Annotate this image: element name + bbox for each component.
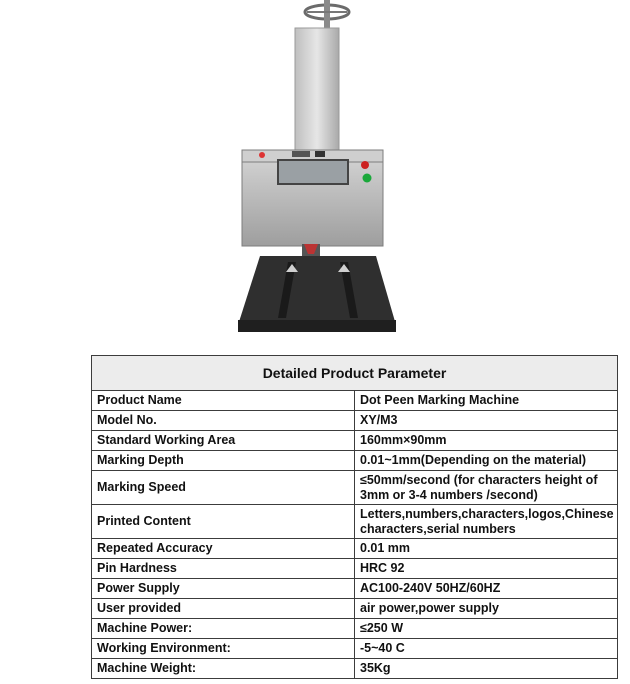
table-row	[92, 411, 618, 431]
table-title-row	[92, 356, 618, 391]
param-label: Power Supply	[92, 579, 355, 599]
param-value: 0.01 mm	[355, 539, 618, 559]
param-label: Machine Weight:	[92, 659, 355, 679]
table-row	[92, 505, 618, 539]
table-row	[92, 619, 618, 639]
table-row	[92, 579, 618, 599]
table-row	[92, 559, 618, 579]
param-label: Standard Working Area	[92, 431, 355, 451]
param-value: Dot Peen Marking Machine	[355, 391, 618, 411]
table-row	[92, 471, 618, 505]
param-label: Working Environment:	[92, 639, 355, 659]
parameter-table	[91, 355, 618, 679]
table-row	[92, 599, 618, 619]
table-row	[92, 659, 618, 679]
table-row	[92, 431, 618, 451]
param-label: Printed Content	[92, 505, 355, 539]
table-row	[92, 451, 618, 471]
param-value: ≤250 W	[355, 619, 618, 639]
table-row	[92, 391, 618, 411]
param-label: Product Name	[92, 391, 355, 411]
handwheel-icon	[305, 0, 349, 30]
param-label: Marking Speed	[92, 471, 355, 505]
table-title: Detailed Product Parameter	[92, 356, 618, 391]
param-value: air power,power supply	[355, 599, 618, 619]
param-value: 160mm×90mm	[355, 431, 618, 451]
table-row	[92, 639, 618, 659]
param-value: HRC 92	[355, 559, 618, 579]
param-value: AC100-240V 50HZ/60HZ	[355, 579, 618, 599]
param-label: Model No.	[92, 411, 355, 431]
param-value: Letters,numbers,characters,logos,Chinese characters,serial numbers	[355, 505, 618, 539]
param-label: Repeated Accuracy	[92, 539, 355, 559]
param-label: Marking Depth	[92, 451, 355, 471]
param-value: XY/M3	[355, 411, 618, 431]
product-image	[200, 0, 440, 342]
param-label: Pin Hardness	[92, 559, 355, 579]
param-label: User provided	[92, 599, 355, 619]
param-value: 35Kg	[355, 659, 618, 679]
param-value: 0.01~1mm(Depending on the material)	[355, 451, 618, 471]
param-value: ≤50mm/second (for characters height of 3mm or 3-4 numbers /second)	[355, 471, 618, 505]
table-row	[92, 539, 618, 559]
param-value: -5~40 C	[355, 639, 618, 659]
param-label: Machine Power:	[92, 619, 355, 639]
